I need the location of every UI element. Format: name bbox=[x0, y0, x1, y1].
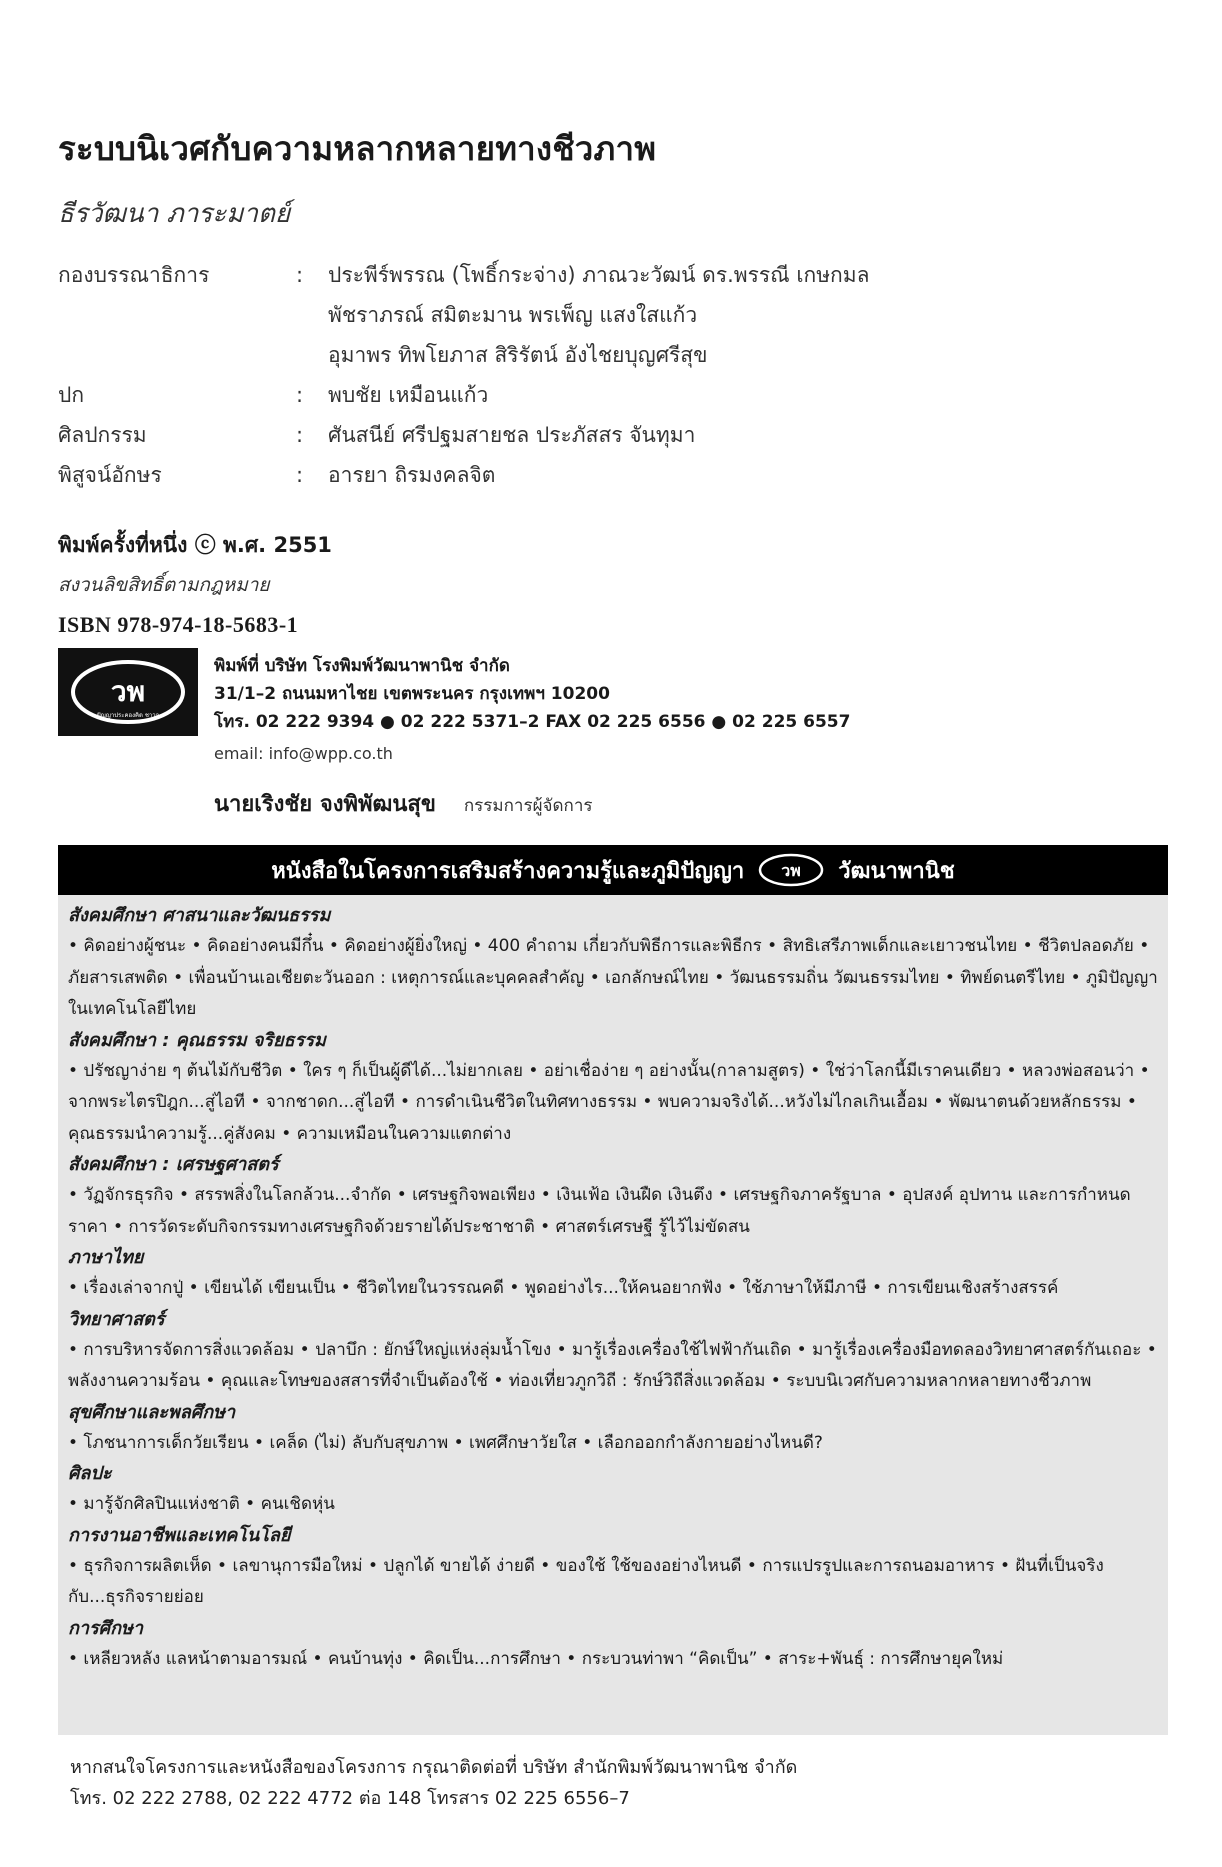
credit-role: ปก bbox=[58, 383, 85, 407]
printer-address: 31/1–2 ถนนมหาไชย เขตพระนคร กรุงเทพฯ 10200 bbox=[214, 684, 610, 704]
credit-role: กองบรรณาธิการ bbox=[58, 263, 210, 287]
credit-separator: : bbox=[296, 263, 304, 287]
credit-row-editorial bbox=[58, 255, 1158, 375]
publisher-logo bbox=[58, 648, 198, 736]
logo-text: วพ bbox=[110, 675, 146, 708]
credit-role: พิสูจน์อักษร bbox=[58, 463, 162, 487]
director-signature bbox=[214, 786, 593, 821]
category-items: • เรื่องเล่าจากปู่ • เขียนได้ เขียนเป็น • ชีวิตไทยในวรรณคดี • พูดอย่างไร...ให้คนอยากฟัง • ใช้ภาษาให้มีภาษี • การเขียนเชิงสร้างสรรค์ bbox=[68, 1278, 1059, 1298]
credit-row-art bbox=[58, 415, 1158, 455]
category-title: ภาษาไทย bbox=[68, 1247, 144, 1268]
category-items: • คิดอย่างผู้ชนะ • คิดอย่างคนมีกึ๋น • คิดอย่างผู้ยิ่งใหญ่ • 400 คำถาม เกี่ยวกับพิธีการและพิธีกร • สิทธิเสรีภาพเด็กและเยาวชนไทย • ชีวิตปลอดภัย • ภัยสารเสพติด • เพื่อนบ้านเอเชียตะวันออก : เหตุการณ์และบุคคลสำคัญ • เอกลักษณ์ไทย • วัฒนธรรมถิ่น วัฒนธรรมไทย • ทิพย์ดนตรีไทย • ภูมิปัญญาในเทคโนโลยีไทย bbox=[68, 936, 1158, 1019]
footer-line: หากสนใจโครงการและหนังสือของโครงการ กรุณาติดต่อที่ บริษัท สำนักพิมพ์วัฒนาพานิช จำกัด bbox=[70, 1757, 798, 1778]
credit-row-proofreading bbox=[58, 455, 1158, 495]
isbn: ISBN 978-974-18-5683-1 bbox=[58, 612, 299, 637]
category-title: สังคมศึกษา : เศรษฐศาสตร์ bbox=[68, 1154, 279, 1175]
contact-footer bbox=[70, 1752, 797, 1814]
print-edition: พิมพ์ครั้งที่หนึ่ง ⓒ พ.ศ. 2551 bbox=[58, 533, 332, 557]
category-items: • วัฏจักรธุรกิจ • สรรพสิ่งในโลกล้วน...จำกัด • เศรษฐกิจพอเพียง • เงินเฟ้อ เงินฝืด เงินตึง • เศรษฐกิจภาครัฐบาล • อุปสงค์ อุปทาน และการกำหนดราคา • การวัดระดับกิจกรรมทางเศรษฐกิจด้วยรายได้ประชาชาติ • ศาสตร์เศรษฐี รู้ไว้ไม่ขัดสน bbox=[68, 1185, 1131, 1237]
credit-name-line: พบชัย เหมือนแก้ว bbox=[328, 383, 489, 407]
category-title: ศิลปะ bbox=[68, 1463, 112, 1484]
credit-role: ศิลปกรรม bbox=[58, 423, 147, 447]
series-header bbox=[58, 845, 1168, 895]
category-title: วิทยาศาสตร์ bbox=[68, 1308, 165, 1330]
copyright-note: สงวนลิขสิทธิ์ตามกฎหมาย bbox=[58, 574, 270, 596]
publisher-logo-small-icon bbox=[758, 853, 824, 887]
category-items: • มารู้จักศิลปินแห่งชาติ • คนเชิดหุ่น bbox=[68, 1494, 335, 1514]
category-items: • ธุรกิจการผลิตเห็ด • เลขานุการมือใหม่ • ปลูกได้ ขายได้ ง่ายดี • ของใช้ ใช้ของอย่างไหนดี • การแปรรูปและการถนอมอาหาร • ฝันที่เป็นจริงกับ...ธุรกิจรายย่อย bbox=[68, 1555, 1104, 1607]
category-items: • เหลียวหลัง แลหน้าตามอารมณ์ • คนบ้านทุ่ง • คิดเป็น...การศึกษา • กระบวนท่าพา “คิดเป็น” • สาระ+พันธุ์ : การศึกษายุคใหม่ bbox=[68, 1648, 1004, 1669]
director-name: นายเริงชัย จงพิพัฒนสุข bbox=[214, 792, 436, 817]
credit-names bbox=[328, 415, 1158, 455]
credit-names bbox=[328, 375, 1158, 415]
series-header-title: หนังสือในโครงการเสริมสร้างความรู้และภูมิปัญญา bbox=[271, 858, 745, 884]
printer-name: พิมพ์ที่ บริษัท โรงพิมพ์วัฒนาพานิช จำกัด bbox=[214, 656, 510, 676]
category-title: สังคมศึกษา : คุณธรรม จริยธรรม bbox=[68, 1029, 326, 1051]
category-items: • ปรัชญาง่าย ๆ ต้นไม้กับชีวิต • ใคร ๆ ก็เป็นผู้ดีได้...ไม่ยากเลย • อย่าเชื่อง่าย ๆ อย่างนั้น(กาลามสูตร) • ใช่ว่าโลกนี้มีเราคนเดียว • หลวงพ่อสอนว่า • จากพระไตรปิฎก...สู่ไอที • จากชาดก...สู่ไอที • การดำเนินชีวิตในทิศทางธรรม • พบความจริงได้...หวังไม่ไกลเกินเอื้อม • พัฒนาตนด้วยหลักธรรม • คุณธรรมนำความรู้...คู่สังคม • ความเหมือนในความแตกต่าง bbox=[68, 1060, 1150, 1144]
credit-name-line: อุมาพร ทิพโยภาส สิริรัตน์ อังไชยบุญศรีสุข bbox=[328, 343, 708, 367]
category-title: สังคมศึกษา ศาสนาและวัฒนธรรม bbox=[68, 905, 331, 926]
credit-names bbox=[328, 255, 1158, 375]
credit-row-cover bbox=[58, 375, 1158, 415]
credit-names bbox=[328, 455, 1158, 495]
small-logo-text: วพ bbox=[781, 861, 801, 880]
category-title: สุขศึกษาและพลศึกษา bbox=[68, 1401, 236, 1423]
director-role: กรรมการผู้จัดการ bbox=[463, 796, 593, 816]
print-info bbox=[58, 525, 332, 645]
credit-name-line: พัชราภรณ์ สมิตะมาน พรเพ็ญ แสงใสแก้ว bbox=[328, 303, 698, 327]
credit-name-line: ศันสนีย์ ศรีปฐมสายชล ประภัสสร จันทุมา bbox=[328, 423, 696, 447]
publisher-logo-icon bbox=[68, 657, 188, 727]
category-items: • การบริหารจัดการสิ่งแวดล้อม • ปลาบึก : ยักษ์ใหญ่แห่งลุ่มน้ำโขง • มารู้เรื่องเครื่องใช้ไฟฟ้ากันเถิด • มารู้เรื่องเครื่องมือทดลองวิทยาศาสตร์กันเถอะ • พลังงานความร้อน • คุณและโทษของสสารที่จำเป็นต้องใช้ • ท่องเที่ยวภูกวิถี : รักษ์วิถีสิ่งแวดล้อม • ระบบนิเวศกับความหลากหลายทางชีวภาพ bbox=[68, 1339, 1157, 1391]
book-author: ธีรวัฒนา ภาระมาตย์ bbox=[58, 199, 291, 229]
credit-separator: : bbox=[296, 463, 304, 487]
book-title: ระบบนิเวศกับความหลากหลายทางชีวภาพ bbox=[58, 129, 657, 168]
printer-phones: โทร. 02 222 9394 ● 02 222 5371–2 FAX 02 225 6556 ● 02 225 6557 bbox=[214, 712, 851, 732]
category-items: • โภชนาการเด็กวัยเรียน • เคล็ด (ไม่) ลับกับสุขภาพ • เพศศึกษาวัยใส • เลือกออกกำลังกายอย่างไหนดี? bbox=[68, 1432, 823, 1453]
series-header-publisher: วัฒนาพานิช bbox=[838, 858, 955, 884]
category-title: การงานอาชีพและเทคโนโลยี bbox=[68, 1524, 291, 1546]
footer-line: โทร. 02 222 2788, 02 222 4772 ต่อ 148 โทรสาร 02 225 6556–7 bbox=[70, 1788, 630, 1809]
credits-list bbox=[58, 255, 1158, 495]
logo-subtitle: ปัญญาประคองคิด ชาวจ bbox=[96, 712, 160, 719]
category-title: การศึกษา bbox=[68, 1617, 143, 1639]
credit-name-line: ประพีร์พรรณ (โพธิ์กระจ่าง) ภาณวะวัฒน์ ดร.พรรณี เกษกมล bbox=[328, 263, 870, 287]
printer-info bbox=[214, 652, 850, 768]
series-body bbox=[58, 895, 1168, 1675]
credit-separator: : bbox=[296, 383, 304, 407]
printer-email[interactable]: email: info@wpp.co.th bbox=[214, 744, 393, 763]
credit-name-line: อารยา ถิรมงคลจิต bbox=[328, 463, 496, 487]
book-series-box bbox=[58, 845, 1168, 1735]
credit-separator: : bbox=[296, 423, 304, 447]
